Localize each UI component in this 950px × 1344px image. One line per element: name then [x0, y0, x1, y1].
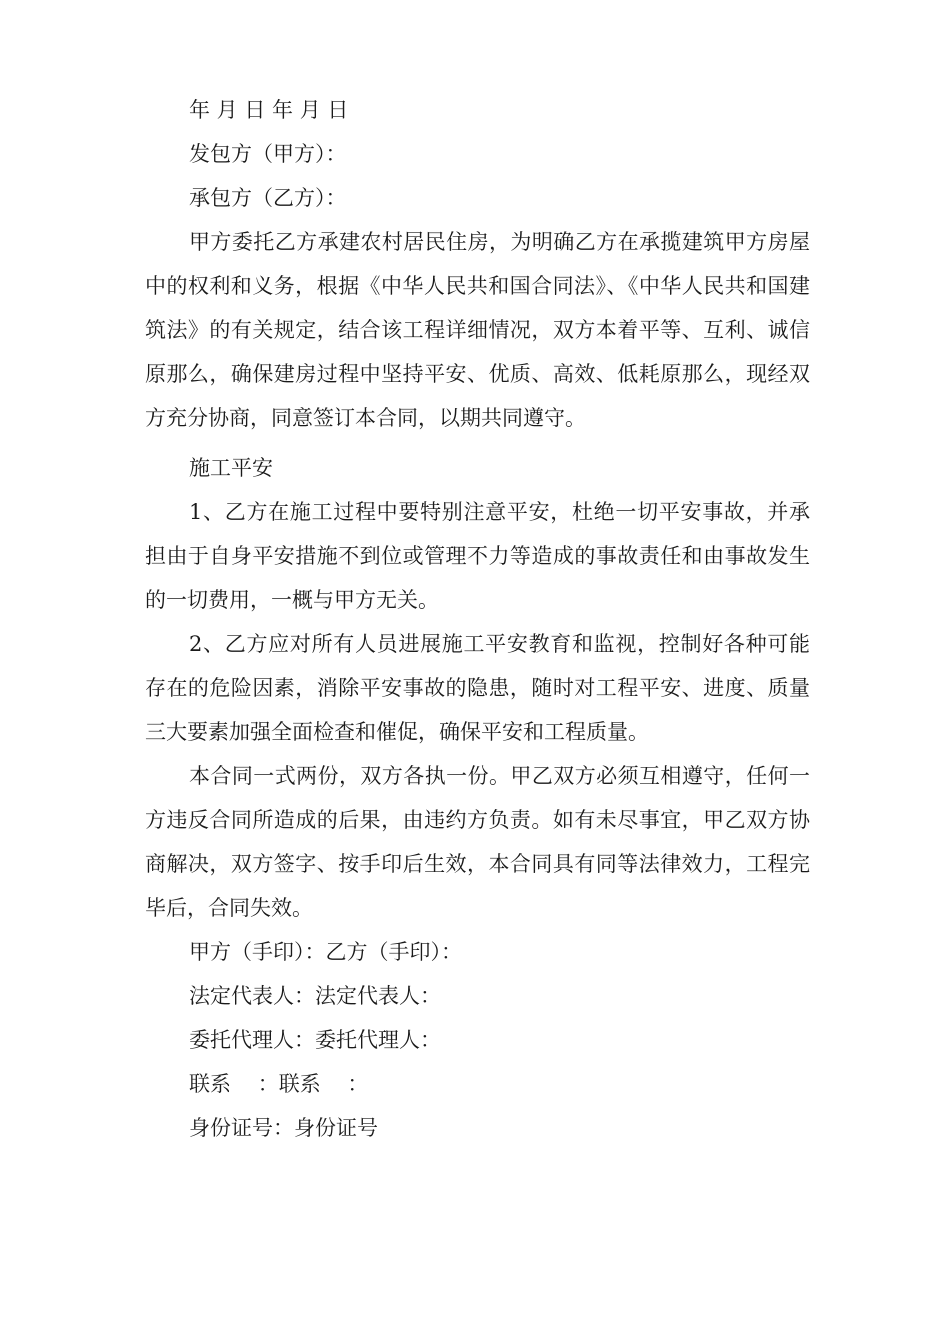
intro-paragraph: 甲方委托乙方承建农村居民住房，为明确乙方在承揽建筑甲方房屋中的权利和义务，根据《中华人民共和国合同法》、《中华人民共和国建筑法》的有关规定，结合该工程详细情况，双方本着平等、互利、诚信原那么，确保建房过程中坚持平安、优质、高效、低耗原那么，现经双方充分协商，同意签订本合同，以期共同遵守。 [145, 230, 810, 430]
clause-2: 2、乙方应对所有人员进展施工平安教育和监视，控制好各种可能存在的危险因素，消除平安事故的隐患，随时对工程平安、进度、质量三大要素加强全面检查和催促，确保平安和工程质量。 [145, 632, 810, 744]
party-b-line: 承包方（乙方）： [189, 186, 347, 210]
signature-contact: 联系 ：联系 ： [189, 1072, 369, 1096]
contract-body [145, 88, 810, 1150]
signature-parties: 甲方（手印）：乙方（手印）： [189, 940, 462, 964]
date-line: 年 月 日 年 月 日 [189, 98, 349, 122]
section-title: 施工平安 [189, 456, 273, 480]
party-a-line: 发包方（甲方）： [189, 142, 347, 166]
signature-agent: 委托代理人：委托代理人： [189, 1028, 441, 1052]
closing-paragraph: 本合同一式两份，双方各执一份。甲乙双方必须互相遵守，任何一方违反合同所造成的后果，由违约方负责。如有未尽事宜，甲乙双方协商解决，双方签字、按手印后生效，本合同具有同等法律效力，工程完毕后，合同失效。 [145, 764, 810, 920]
clause-1: 1、乙方在施工过程中要特别注意平安，杜绝一切平安事故，并承担由于自身平安措施不到位或管理不力等造成的事故责任和由事故发生的一切费用，一概与甲方无关。 [145, 500, 810, 612]
signature-id: 身份证号：身份证号 [189, 1116, 378, 1140]
signature-legal-rep: 法定代表人：法定代表人： [189, 984, 441, 1008]
